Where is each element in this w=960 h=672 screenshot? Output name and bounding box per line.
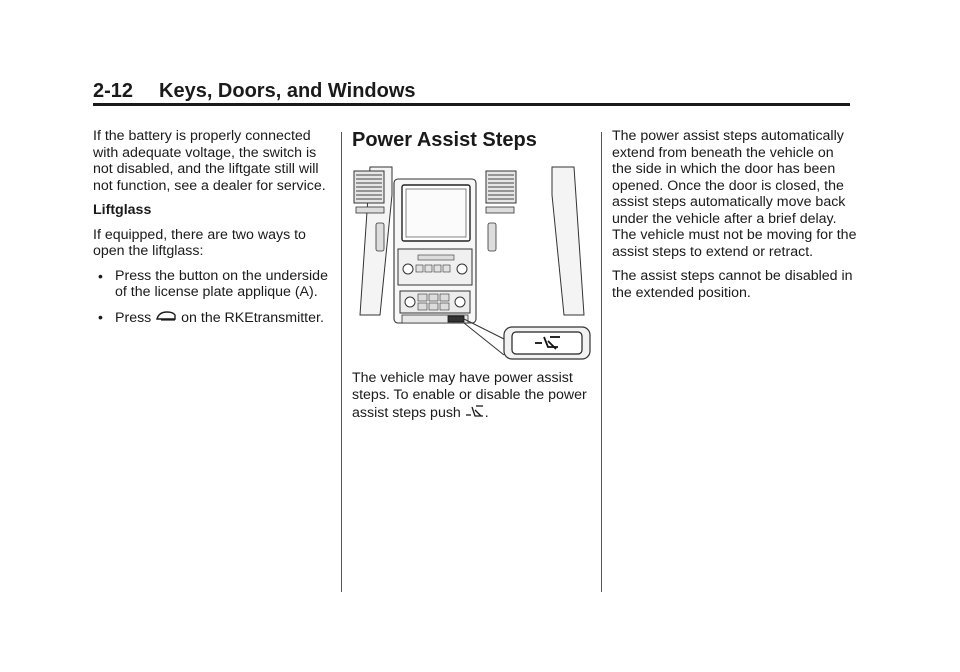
page-number: 2-12	[93, 80, 134, 102]
power-assist-steps-icon	[465, 403, 485, 424]
column-2	[352, 128, 592, 152]
column-divider-2	[601, 132, 602, 592]
column-1	[93, 128, 328, 335]
liftglass-list	[93, 268, 328, 328]
battery-paragraph: If the battery is properly connected with adequate voltage, the switch is not disabled, and the liftgate still will not function, see a dealer for service.	[93, 128, 326, 194]
liftglass-icon	[155, 309, 177, 328]
list-item	[93, 309, 328, 328]
liftglass-intro: If equipped, there are two ways to open the liftglass:	[93, 226, 306, 259]
bullet-text-pre: Press	[115, 309, 152, 326]
bullet: •	[98, 267, 103, 284]
bullet-text-post: on the RKEtransmitter.	[181, 309, 324, 326]
header-rule	[93, 103, 850, 106]
section-title: Power Assist Steps	[352, 129, 537, 151]
figure-caption-text	[352, 370, 592, 424]
bullet-text: Press the button on the underside of the license plate applique (A).	[115, 267, 328, 300]
steps-paragraph-post: .	[484, 405, 489, 421]
assist-steps-note: The assist steps cannot be disabled in the extended position.	[612, 268, 853, 301]
center-console-illustration	[352, 165, 592, 361]
column-3	[612, 128, 857, 309]
section-title-header: Keys, Doors, and Windows	[159, 80, 416, 102]
liftglass-subhead: Liftglass	[93, 202, 152, 218]
steps-paragraph-pre: The vehicle may have power assist steps. To enable or disable the power assist steps push	[352, 370, 587, 421]
column-divider-1	[341, 132, 342, 592]
assist-steps-paragraph: The power assist steps automatically extend from beneath the vehicle on the side in which the door has been opened. Once the door is closed, the assist steps automatically move back under the vehicle after a brief delay. The vehicle must not be moving for the assist steps to extend or retract.	[612, 128, 857, 260]
bullet: •	[98, 308, 103, 325]
list-item	[93, 268, 328, 301]
